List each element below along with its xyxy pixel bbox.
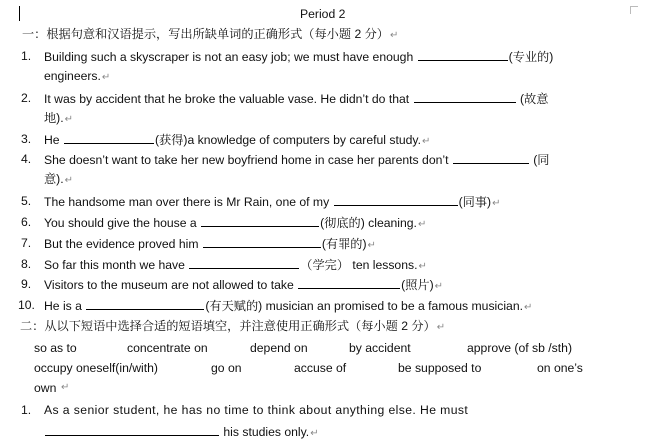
- margin-mark: [630, 6, 631, 14]
- phrase-option: so as to: [34, 341, 77, 355]
- answer-blank[interactable]: [201, 214, 319, 227]
- phrase-option: be supposed to: [398, 361, 482, 375]
- answer-blank[interactable]: [45, 423, 219, 436]
- phrase-option: concentrate on: [127, 341, 208, 355]
- answer-blank[interactable]: [203, 235, 321, 248]
- answer-blank[interactable]: [418, 48, 508, 61]
- margin-mark: [630, 6, 638, 7]
- phrase-option: own: [34, 381, 57, 395]
- answer-blank[interactable]: [86, 297, 204, 310]
- phrase-option: accuse of: [294, 361, 347, 375]
- phrase-option: go on: [211, 361, 242, 375]
- phrase-option: approve (of sb /sth): [467, 341, 572, 355]
- phrase-option: depend on: [250, 341, 308, 355]
- section2-heading: 二：从以下短语中选择合适的短语填空，并注意使用正确形式（每小题 2 分）↵: [20, 319, 446, 333]
- text-cursor: [19, 6, 20, 21]
- phrase-option: occupy oneself(in/with): [34, 361, 158, 375]
- answer-blank[interactable]: [414, 90, 516, 103]
- document-title: Period 2: [300, 7, 346, 21]
- answer-blank[interactable]: [189, 256, 299, 269]
- answer-blank[interactable]: [453, 151, 529, 164]
- phrase-option: on one’s: [537, 361, 583, 375]
- section1-heading: 一：根据句意和汉语提示，写出所缺单词的正确形式（每小题 2 分）↵: [22, 27, 399, 41]
- document-page: Period 2 一：根据句意和汉语提示，写出所缺单词的正确形式（每小题 2 分）↵ 1. Building such a skyscraper is not an easy job; we must have enough (专业的) engineers.↵ 2. It was by accident that he broke the valuable vase. He didn’t do that (故意 地).↵ 3. He (获得)a knowledge of computers by careful study.↵ 4. She doesn’t want to take her new boyfriend home in case her parents don’t (同 意).↵ 5. The handsome man over there is Mr Rain, one of my (同事)↵ 6. You should give the house a (彻底的) cleaning.↵ 7. But the evidence proved him (有罪的)↵ 8. So far this month we have （学完） ten lessons.↵ 9. Visitors to the museum are not allowed to take (照片)↵ 10. He is a (有天赋的) musician an promised to be a famous musician.↵ 二：从以下短语中选择合适的短语填空，并注意使用正确形式（每小题 2 分）↵ so as to concentrate on depend on by accident approve (of sb /sth) occupy oneself(in/with) go on accuse of be supposed to on one’s own ↵ 1. As a senior student, he has no time to think about anything else. He must his studies only.↵: [0, 0, 650, 441]
- answer-blank[interactable]: [64, 131, 154, 144]
- phrase-option: by accident: [349, 341, 411, 355]
- answer-blank[interactable]: [334, 193, 458, 206]
- answer-blank[interactable]: [298, 276, 400, 289]
